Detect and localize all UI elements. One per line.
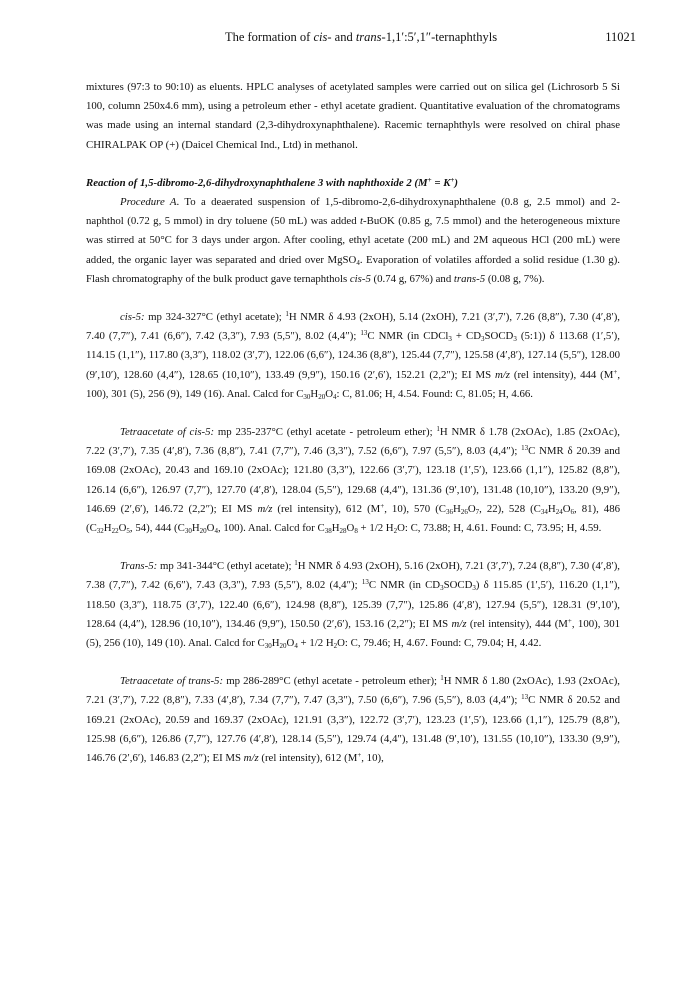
running-title-trans: trans- — [355, 30, 386, 44]
compound-label: Trans-5: — [120, 560, 158, 573]
procedure-a-paragraph: Procedure A. To a deaerated suspension of 1,5-dibromo-2,6-dihydroxynaphthalene (0.8 g, 2.5 mmol) and 2-naphthol (0.72 g, 5 mmol) in dry toluene (50 mL) was added t-BuOK (0.85 g, 7.5 mmol) and the heterogeneous mixture was stirred at 50°C for 3 days under argon. After cooling, ethyl acetate (200 mL) and 2M aqueous HCl (200 mL) were added, the organic layer was separated and dried over MgSO$_4$. Evaporation of volatiles afforded a solid residue (1.30 g). Flash chromatography of the bulk product gave ternaphthols cis-5 (0.74 g, 67%) and trans-5 (0.08 g, 7%). — [86, 196, 620, 285]
running-title-text: The formation of — [224, 30, 314, 44]
running-title-cis: cis- — [313, 30, 332, 44]
intro-paragraph: mixtures (97:3 to 90:10) as eluents. HPLC analyses of acetylated samples were carried out on silica gel (Lichrosorb 5 Si 100, column 250x4.6 mm), using a petroleum ether - ethyl acetate gradient. Quantitative evaluation of the chromatograms was made using an internal standard (2,3-dihydroxynaphthalene). Racemic ternaphthyls were resolved on chiral phase CHIRALPAK OP (+) (Daicel Chemical Ind., Ltd) in methanol. — [86, 81, 620, 151]
cis-5-characterization: cis-5: mp 324-327°C (ethyl acetate); $^1$H NMR δ 4.93 (2xOH), 5.14 (2xOH), 7.21 (3′,7′), 7.26 (8,8″), 7.30 (4′,8′), 7.40 (7,7″), 7.41 (6,6″), 7.42 (3,3″), 7.93 (5,5″), 8.02 (4,4″); $^{13}$C NMR (in CDCl$_3$ + $CD_3SOCD_3$ (5:1)) δ 113.68 (1′,5′), 114.15 (1,1″), 117.80 (3,3″), 118.02 (3′,7′), 122.06 (6,6″), 124.36 (8,8″), 125.44 (7,7″), 125.58 (4′,8′), 127.14 (5,5″), 128.00 (9′,10′), 128.60 (4,4″), 128.65 (10,10″), 133.49 (9,9″), 150.16 (2′,6′), 152.21 (2,2″); EI MS m/z (rel intensity), 444 (M+, 100), 301 (5), 256 (9), 149 (16). Anal. Calcd for $C_{30}H_{20}O_4$: C, 81.06; H, 4.54. Found: C, 81.05; H, 4.66. — [86, 310, 621, 401]
trans-5-characterization: Trans-5: mp 341-344°C (ethyl acetate); $^1$H NMR δ 4.93 (2xOH), 5.16 (2xOH), 7.21 (3′,7′), 7.24 (8,8″), 7.30 (4′,8′), 7.38 (7,7″), 7.42 (6,6″), 7.43 (3,3″), 7.93 (5,5″), 8.02 (4,4″); $^{13}$C NMR (in $CD_3SOCD_3$) δ 115.85 (1′,5′), 116.20 (1,1″), 118.50 (3,3″), 118.75 (3′,7′), 122.40 (6,6″), 124.98 (8,8″), 125.39 (7,7″), 125.86 (4′,8′), 127.94 (5,5″), 128.31 (9′,10′), 128.64 (4,4″), 128.96 (10,10″), 134.46 (9,9″), 150.50 (2′,6′), 153.16 (2,2″); EI MS m/z (rel intensity), 444 (M+, 100), 301 (5), 256 (10), 149 (10). Anal. Calcd for $C_{30}H_{20}O_4 + 1/2$ $H_2O$: C, 79.46; H, 4.67. Found: C, 79.04; H, 4.42. — [86, 559, 621, 651]
page-body — [86, 78, 620, 768]
compound-label: Tetraacetate of cis-5: — [120, 426, 215, 439]
page-header — [86, 30, 636, 50]
compound-label: Tetraacetate of trans-5: — [120, 675, 224, 688]
running-title-and: and — [331, 30, 356, 44]
trans-5-tetraacetate-characterization: Tetraacetate of trans-5: mp 286-289°C (ethyl acetate - petroleum ether); $^1$H NMR δ 1.80 (2xOAc), 1.93 (2xOAc), 7.21 (3′,7′), 7.22 (8,8″), 7.33 (4′,8′), 7.34 (7,7″), 7.47 (3,3″), 7.50 (6,6″), 7.96 (5,5″), 8.03 (4,4″); $^{13}$C NMR δ 20.52 and 169.21 (2xOAc), 20.59 and 169.37 (2xOAc), 121.91 (3,3″), 122.72 (3′,7′), 123.23 (1′,5′), 123.66 (1,1″), 125.79 (8,8″), 125.98 (6,6″), 126.86 (7,7″), 127.76 (4′,8′), 128.14 (5,5″), 129.74 (4,4″), 131.48 (9′,10′), 131.55 (10,10″), 133.30 (9,9″), 146.76 (2′,6′), 146.83 (2,2″); EI MS m/z (rel intensity), 612 (M+, 10), — [86, 674, 620, 765]
procedure-label: Procedure A — [120, 196, 177, 209]
cis-5-tetraacetate-characterization: Tetraacetate of cis-5: mp 235-237°C (ethyl acetate - petroleum ether); $^1$H NMR δ 1.78 (2xOAc), 1.85 (2xOAc), 7.22 (3′,7′), 7.35 (4′,8′), 7.36 (8,8″), 7.41 (7,7″), 7.46 (3,3″), 7.52 (6,6″), 7.97 (5,5″), 8.03 (4,4″); $^{13}$C NMR δ 20.39 and 169.08 (2xOAc), 20.43 and 169.10 (2xOAc); 121.80 (3,3″), 122.66 (3′,7′), 123.18 (1′,5′), 123.66 (1,1″), 125.82 (8,8″), 126.14 (6,6″), 126.97 (7,7″), 127.70 (4′,8′), 128.04 (5,5″), 129.68 (4,4″), 131.36 (9′,10′), 131.48 (10,10″), 133.20 (9,9″), 146.69 (2′,6′), 146.72 (2,2″); EI MS m/z (rel intensity), 612 (M+, 10), 570 ($C_{36}H_{26}O_7$, 22), 528 ($C_{34}H_{24}O_6$, 81), 486 ($C_{32}H_{22}O_5$, 54), 444 ($C_{30}H_{20}O_4$, 100). Anal. Calcd for $C_{38}H_{28}O_8 + 1/2$ $H_2O$: C, 73.88; H, 4.61. Found: C, 73.95; H, 4.59. — [86, 425, 620, 536]
section-heading: Reaction of 1,5-dibromo-2,6-dihydroxynaphthalene 3 with naphthoxide 2 (M+ = K+) — [86, 175, 459, 189]
page-number: 11021 — [605, 30, 636, 44]
compound-label: cis-5: — [120, 311, 145, 324]
running-title-compound: 1,1′:5′,1″-ternaphthyls — [385, 30, 498, 44]
running-title — [86, 30, 636, 45]
